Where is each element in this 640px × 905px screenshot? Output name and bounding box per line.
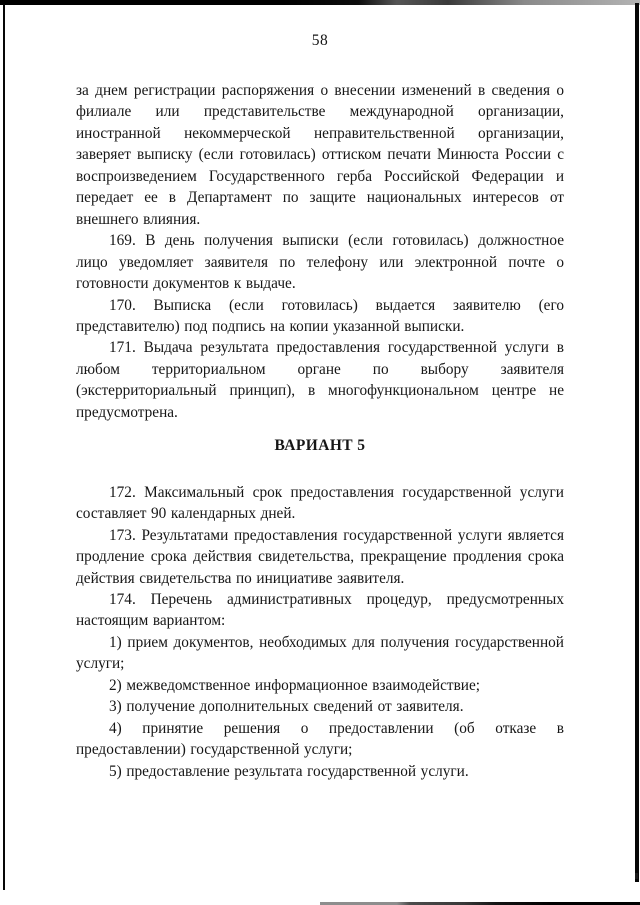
scan-speck bbox=[635, 873, 638, 879]
list-item-5: 5) предоставление результата государственной услуги. bbox=[109, 762, 469, 780]
scan-edge-right bbox=[635, 3, 639, 882]
paragraph-173: 173. Результатами предоставления государственной услуги является продление срока действия свидетельства, прекращение продления срока действия свидетельства по инициативе заявителя. bbox=[76, 526, 564, 587]
continuation-paragraph: за днем регистрации распоряжения о внесении изменений в сведения о филиале или представительстве международной организации, иностранной некоммерческой неправительственной организации, заверяет выписку (если готовилась) оттиском печати Минюста России с воспроизведением Государственного герба Российской Федерации и передает ее в Департамент по защите национальных интересов от внешнего влияния. bbox=[76, 82, 564, 228]
list-item-1: 1) прием документов, необходимых для получения государственной услуги; bbox=[76, 633, 564, 673]
paragraph-172: 172. Максимальный срок предоставления государственной услуги составляет 90 календарных дней. bbox=[76, 483, 564, 523]
paragraph-170: 170. Выписка (если готовилась) выдается заявителю (его представителю) под подпись на копии указанной выписки. bbox=[76, 296, 564, 335]
paragraph-169: 169. В день получения выписки (если готовилась) должностное лицо уведомляет заявителя по телефону или электронной почте о готовности документов к выдаче. bbox=[76, 232, 564, 293]
scan-edge-top bbox=[0, 0, 640, 5]
list-item-3: 3) получение дополнительных сведений от заявителя. bbox=[109, 698, 464, 716]
variant-heading: ВАРИАНТ 5 bbox=[274, 437, 366, 455]
page-number: 58 bbox=[311, 32, 329, 49]
scan-edge-left bbox=[3, 4, 5, 890]
list-item-4: 4) принятие решения о предоставлении (об отказе в предоставлении) государственной услуги; bbox=[76, 719, 564, 759]
paragraph-174: 174. Перечень административных процедур, предусмотренных настоящим вариантом: bbox=[76, 590, 564, 630]
list-item-2: 2) межведомственное информационное взаимодействие; bbox=[109, 676, 481, 694]
paragraph-171: 171. Выдача результата предоставления государственной услуги в любом территориальном органе по выбору заявителя (экстерриториальный принцип), в многофункциональном центре не предусмотрена. bbox=[76, 339, 564, 421]
page-content bbox=[76, 80, 564, 782]
